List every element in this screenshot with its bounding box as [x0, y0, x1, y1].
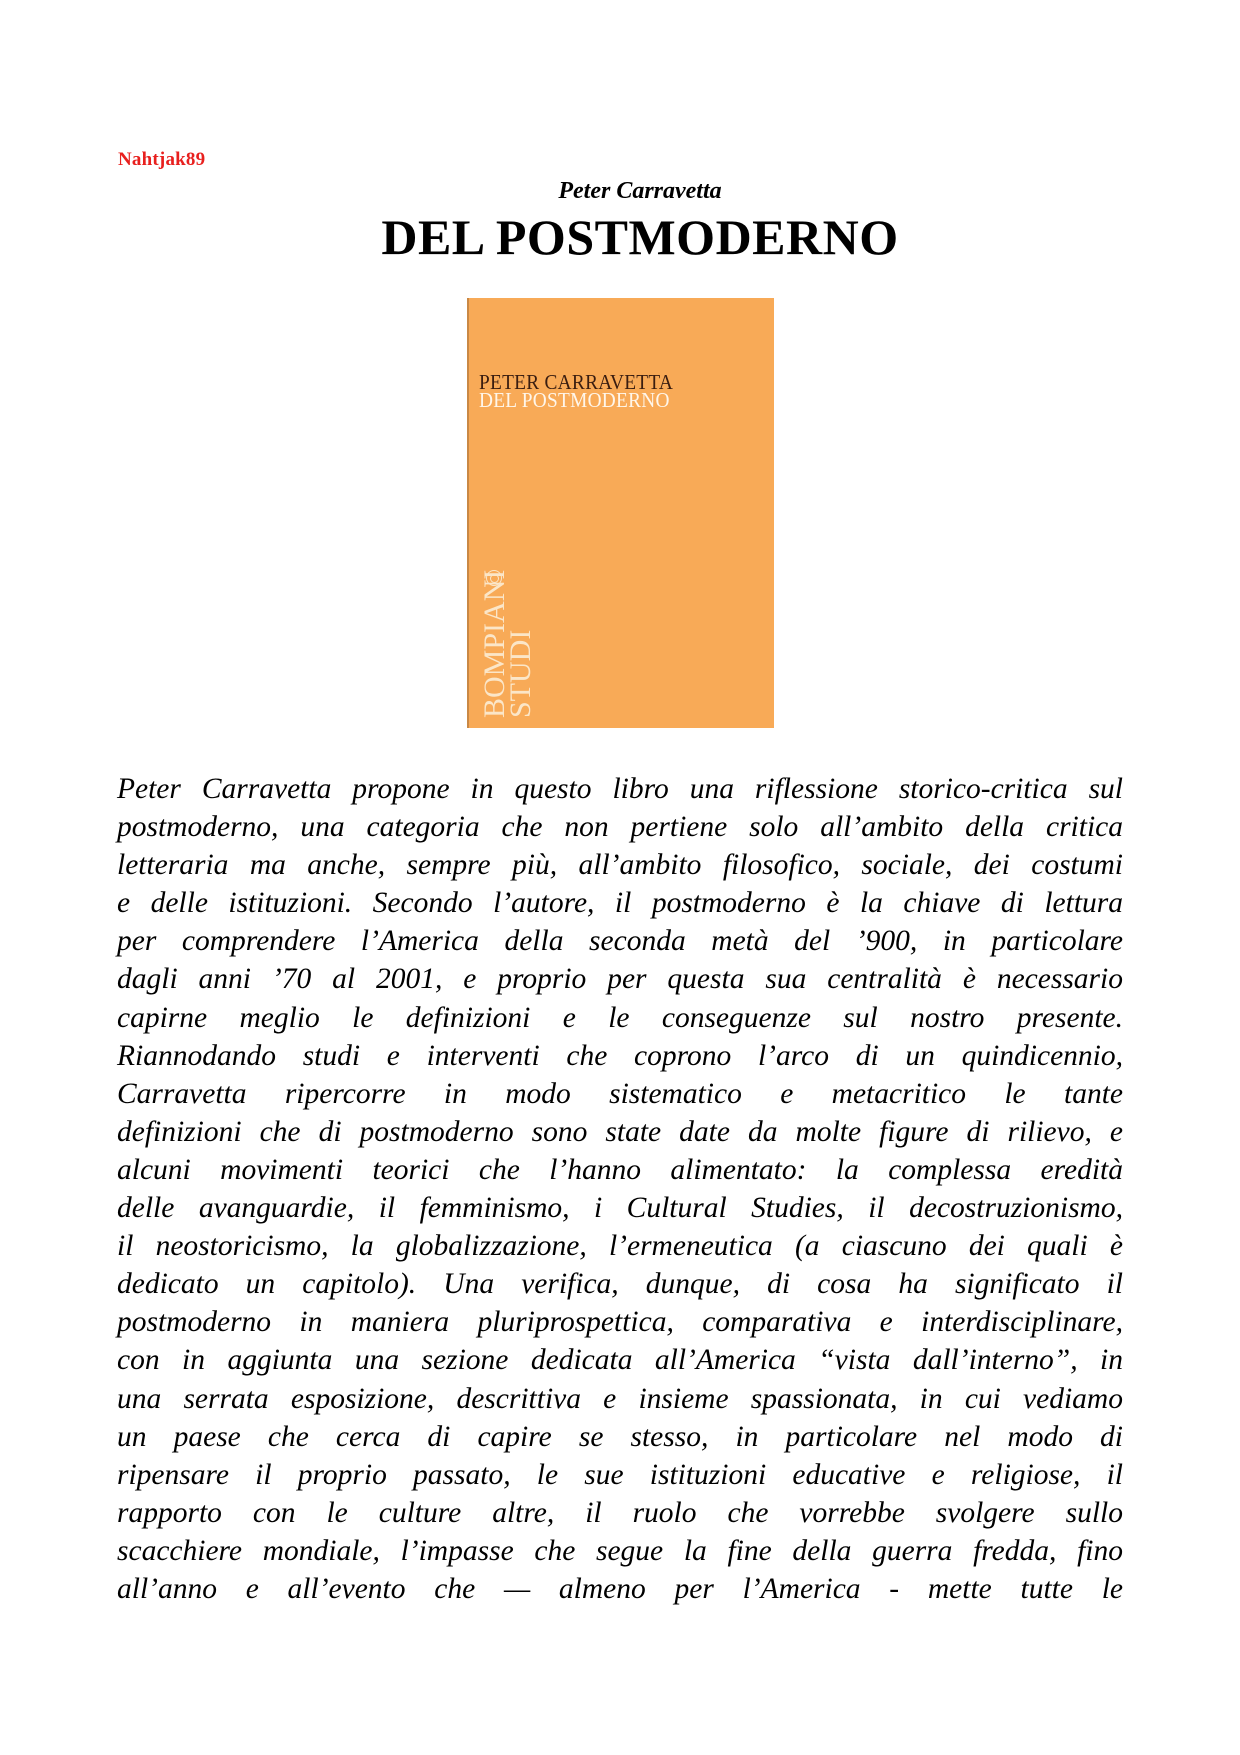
book-cover-image	[467, 298, 774, 728]
description-line: postmoderno in maniera pluriprospettica, comparativa e interdisciplinare,	[117, 1306, 1123, 1339]
cover-title: DEL POSTMODERNO	[479, 388, 670, 412]
description-line: postmoderno, una categoria che non pertiene solo all’ambito della critica	[117, 811, 1123, 844]
description-line: all’anno e all’evento che — almeno per l’America - mette tutte le	[117, 1572, 1123, 1605]
publisher-logo-icon	[486, 570, 502, 586]
book-author: Peter Carravetta	[558, 178, 722, 204]
cover-series-line-2: STUDI	[504, 629, 537, 718]
description-line: una serrata esposizione, descrittiva e insieme spassionata, in cui vediamo	[117, 1382, 1123, 1415]
description-line: rapporto con le culture altre, il ruolo che vorrebbe svolgere sullo	[117, 1496, 1123, 1529]
watermark: Nahtjak89	[118, 149, 206, 170]
cover-series-label	[479, 568, 539, 718]
description-line: capirne meglio le definizioni e le conseguenze sul nostro presente.	[117, 1001, 1123, 1034]
description-line: letteraria ma anche, sempre più, all’ambito filosofico, sociale, dei costumi	[117, 849, 1123, 882]
cover-series-line-1: BOMPIANI	[478, 569, 511, 718]
description-line: alcuni movimenti teorici che l’hanno alimentato: la complessa eredità	[117, 1153, 1123, 1186]
description-line: Riannodando studi e interventi che coprono l’arco di un quindicennio,	[117, 1039, 1123, 1072]
cover-author: PETER CARRAVETTA	[479, 370, 674, 394]
book-title: DEL POSTMODERNO	[381, 209, 899, 265]
description-line: con in aggiunta una sezione dedicata all’America “vista dall’interno”, in	[117, 1344, 1123, 1377]
description-line: dagli anni ’70 al 2001, e proprio per questa sua centralità è necessario	[117, 963, 1123, 996]
description-line: Peter Carravetta propone in questo libro una riflessione storico-critica sul	[117, 773, 1123, 805]
description-line: il neostoricismo, la globalizzazione, l’ermeneutica (a ciascuno dei quali è	[117, 1230, 1123, 1263]
description-line: scacchiere mondiale, l’impasse che segue la fine della guerra fredda, fino	[117, 1534, 1123, 1567]
description-line: Carravetta ripercorre in modo sistematico e metacritico le tante	[117, 1077, 1123, 1110]
description-line: definizioni che di postmoderno sono state date da molte figure di rilievo, e	[117, 1115, 1123, 1148]
description-line: delle avanguardie, il femminismo, i Cultural Studies, il decostruzionismo,	[117, 1192, 1123, 1225]
description-line: e delle istituzioni. Secondo l’autore, il postmoderno è la chiave di lettura	[117, 887, 1123, 920]
book-description	[117, 770, 1123, 1608]
description-line: ripensare il proprio passato, le sue istituzioni educative e religiose, il	[117, 1458, 1123, 1491]
description-line: un paese che cerca di capire se stesso, in particolare nel modo di	[117, 1420, 1123, 1453]
description-line: per comprendere l’America della seconda metà del ’900, in particolare	[117, 925, 1123, 958]
description-line: dedicato un capitolo). Una verifica, dunque, di cosa ha significato il	[117, 1268, 1123, 1301]
